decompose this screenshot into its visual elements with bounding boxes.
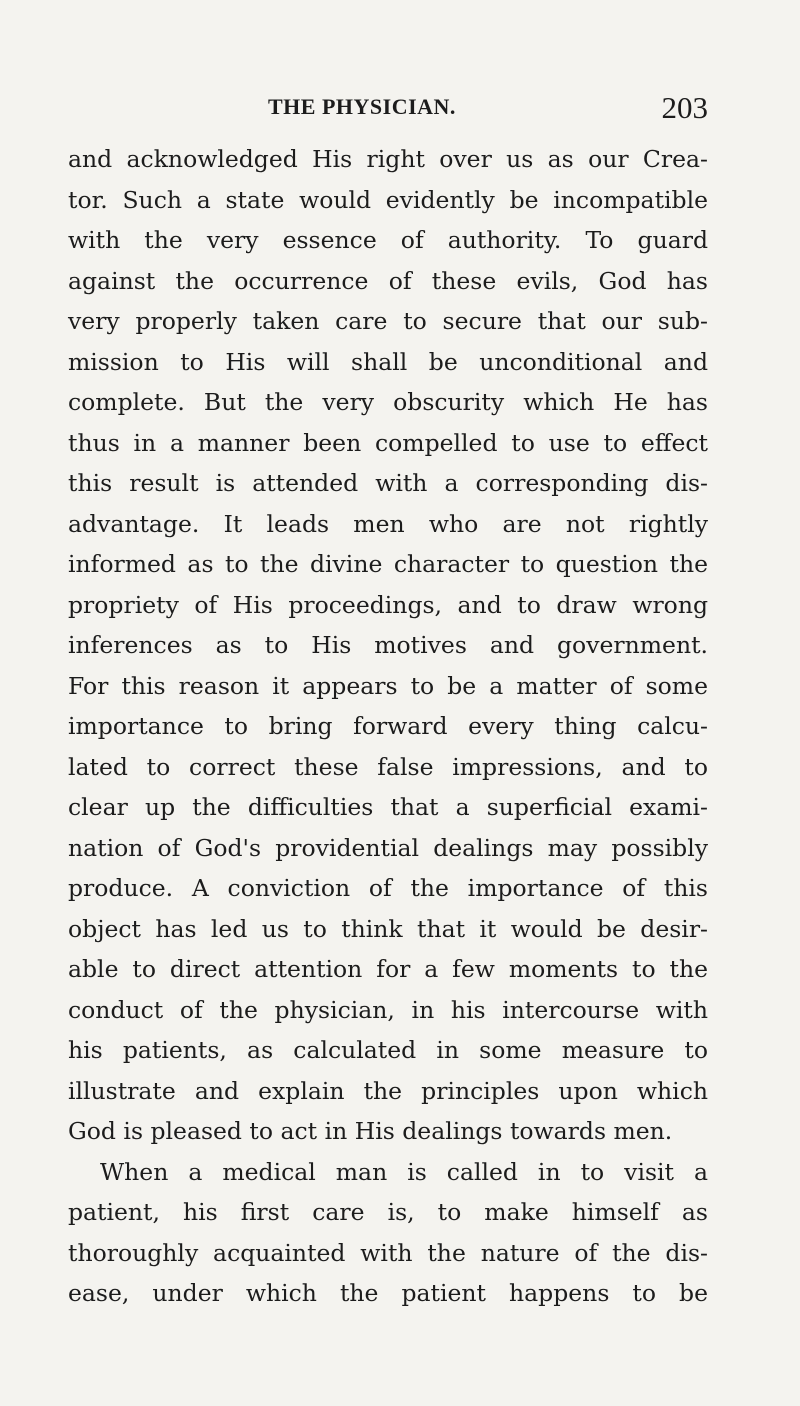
text-line: complete. But the very obscurity which He has — [68, 388, 708, 416]
running-title: THE PHYSICIAN. — [268, 94, 456, 119]
text-line: clear up the difficulties that a superficial exami- — [68, 793, 708, 821]
text-line: God is pleased to act in His dealings towards men. — [68, 1117, 673, 1145]
text-line: against the occurrence of these evils, God has — [68, 266, 708, 295]
text-line: propriety of His proceedings, and to draw wrong — [68, 590, 708, 619]
text-line: When a medical man is called in to visit a — [100, 1157, 708, 1186]
text-line: produce. A conviction of the importance of this — [68, 874, 708, 902]
text-line: object has led us to think that it would be desir- — [68, 914, 708, 943]
text-line: illustrate and explain the principles upon which — [68, 1076, 708, 1105]
text-line: patient, his first care is, to make himself as — [68, 1198, 708, 1226]
text-line: importance to bring forward every thing calcu- — [68, 712, 708, 740]
text-line: informed as to the divine character to question the — [68, 550, 708, 578]
text-line: mission to His will shall be unconditional and — [68, 347, 708, 376]
text-line: lated to correct these false impressions, and to — [68, 752, 708, 781]
text-line: advantage. It leads men who are not rightly — [68, 509, 708, 538]
page-number: 203 — [661, 90, 708, 125]
text-line: and acknowledged His right over us as our Crea- — [68, 145, 708, 173]
text-line: ease, under which the patient happens to be — [68, 1279, 708, 1307]
text-line: inferences as to His motives and government. — [68, 631, 708, 659]
text-line: with the very essence of authority. To guard — [68, 226, 708, 254]
text-line: thus in a manner been compelled to use to effect — [68, 428, 708, 457]
text-line: tor. Such a state would evidently be incompatible — [68, 185, 708, 214]
text-line: conduct of the physician, in his intercourse with — [68, 995, 708, 1024]
text-line: able to direct attention for a few moments to the — [68, 955, 708, 983]
running-head — [68, 90, 708, 124]
text-line: this result is attended with a corresponding dis- — [68, 469, 708, 497]
body-text — [68, 139, 708, 1314]
text-line: very properly taken care to secure that our sub- — [68, 307, 708, 335]
text-line: his patients, as calculated in some measure to — [68, 1036, 708, 1064]
text-line: thoroughly acquainted with the nature of the dis- — [68, 1238, 708, 1267]
text-line: For this reason it appears to be a matter of some — [68, 671, 708, 700]
text-line: nation of God's providential dealings may possibly — [68, 833, 708, 862]
